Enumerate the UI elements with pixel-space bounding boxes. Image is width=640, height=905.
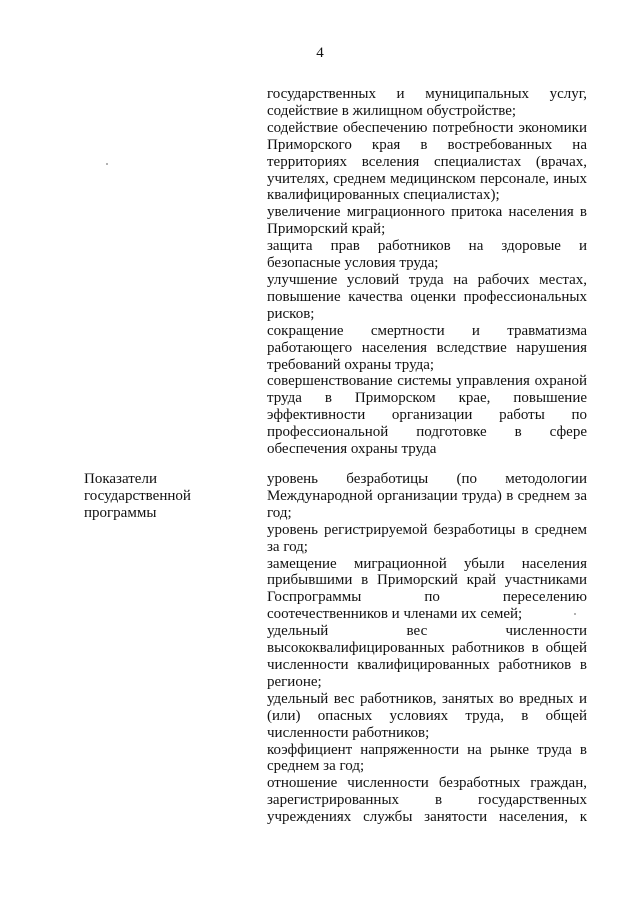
indicators-label-line: программы (84, 504, 157, 521)
goals-section (267, 86, 587, 458)
indicators-label (84, 471, 234, 522)
indicators-section (267, 471, 587, 826)
goal-paragraph: совершенствование системы управления охраной труда в Приморском крае, повышение эффективности организации работы по профессиональной подготовке в сфере обеспечения охраны труда (267, 373, 587, 458)
page-number: 4 (316, 45, 324, 61)
indicator-paragraph: уровень безработицы (по методологии Международной организации труда) в среднем за год; (267, 471, 587, 521)
goal-paragraph: защита прав работников на здоровые и безопасные условия труда; (267, 238, 587, 272)
indicator-paragraph: уровень регистрируемой безработицы в среднем за год; (267, 521, 587, 555)
goal-paragraph: государственных и муниципальных услуг, содействие в жилищном обустройстве; (267, 86, 587, 119)
indicator-paragraph: удельный вес работников, занятых во вредных и (или) опасных условиях труда, в общей численности работников; (267, 690, 587, 741)
indicator-paragraph: замещение миграционной убыли населения прибывшими в Приморский край участниками Госпрограммы по переселению соотечественников и членами их семей; (267, 555, 587, 623)
indicator-paragraph: удельный вес численности высококвалифицированных работников в общей численности квалифицированных работников в регионе; (267, 623, 587, 690)
indicator-paragraph: отношение численности безработных граждан, зарегистрированных в государственных учреждениях службы занятости населения, к (267, 775, 587, 826)
goal-paragraph: содействие обеспечению потребности экономики Приморского края в востребованных на территориях вселения специалистах (врачах, учителях, среднем медицинском персонале, иных квалифицированных специалистах); (267, 119, 587, 204)
goal-paragraph: улучшение условий труда на рабочих местах, повышение качества оценки профессиональных рисков; (267, 271, 587, 322)
goal-paragraph: сокращение смертности и травматизма работающего населения вследствие нарушения требований охраны труда; (267, 322, 587, 373)
indicators-label-line: государственной (84, 487, 191, 504)
indicators-label-line: Показатели (84, 471, 157, 487)
goal-paragraph: увеличение миграционного притока населения в Приморский край; (267, 204, 587, 238)
indicator-paragraph: коэффициент напряженности на рынке труда в среднем за год; (267, 741, 587, 775)
scan-speck (106, 163, 108, 165)
